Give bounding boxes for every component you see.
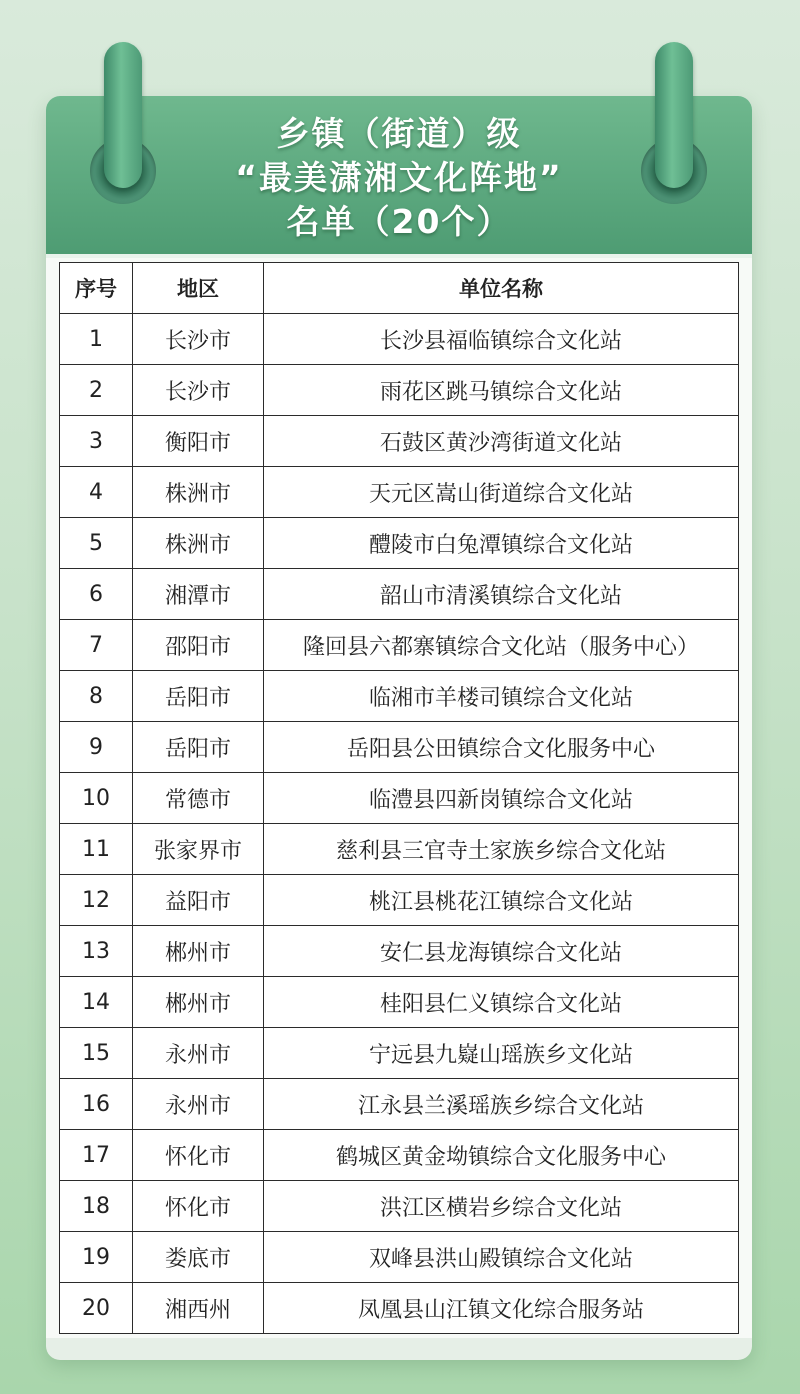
table-row: [60, 569, 739, 620]
cell-index: 7: [60, 620, 133, 671]
cell-unit-name: 安仁县龙海镇综合文化站: [264, 926, 739, 977]
cell-unit-name: 洪江区横岩乡综合文化站: [264, 1181, 739, 1232]
table-row: [60, 926, 739, 977]
table-row: [60, 314, 739, 365]
cell-unit-name: 宁远县九嶷山瑶族乡文化站: [264, 1028, 739, 1079]
cell-index: 11: [60, 824, 133, 875]
cell-index: 12: [60, 875, 133, 926]
cell-region: 怀化市: [133, 1181, 264, 1232]
cell-unit-name: 天元区嵩山街道综合文化站: [264, 467, 739, 518]
cell-region: 常德市: [133, 773, 264, 824]
table-row: [60, 365, 739, 416]
cell-unit-name: 隆回县六都寨镇综合文化站（服务中心）: [264, 620, 739, 671]
cell-index: 17: [60, 1130, 133, 1181]
cell-unit-name: 韶山市清溪镇综合文化站: [264, 569, 739, 620]
title-line-1: 乡镇（街道）级: [276, 114, 522, 153]
table-body: [60, 314, 739, 1334]
cell-index: 18: [60, 1181, 133, 1232]
cell-unit-name: 鹤城区黄金坳镇综合文化服务中心: [264, 1130, 739, 1181]
cell-unit-name: 双峰县洪山殿镇综合文化站: [264, 1232, 739, 1283]
table-row: [60, 467, 739, 518]
table-row: [60, 722, 739, 773]
cell-region: 长沙市: [133, 365, 264, 416]
cell-index: 2: [60, 365, 133, 416]
header-index: 序号: [60, 263, 133, 314]
table-row: [60, 1130, 739, 1181]
cell-region: 湘潭市: [133, 569, 264, 620]
cell-unit-name: 醴陵市白兔潭镇综合文化站: [264, 518, 739, 569]
table-row: [60, 620, 739, 671]
cell-region: 邵阳市: [133, 620, 264, 671]
title-line-2: “最美潇湘文化阵地”: [235, 158, 563, 197]
binder-ring-left-icon: [104, 42, 142, 188]
header-region: 地区: [133, 263, 264, 314]
table-row: [60, 518, 739, 569]
table-row: [60, 1283, 739, 1334]
cell-index: 19: [60, 1232, 133, 1283]
header-unit-name: 单位名称: [264, 263, 739, 314]
cell-region: 长沙市: [133, 314, 264, 365]
cell-unit-name: 桃江县桃花江镇综合文化站: [264, 875, 739, 926]
table-header-row: [60, 263, 739, 314]
cell-unit-name: 慈利县三官寺土家族乡综合文化站: [264, 824, 739, 875]
cell-region: 株洲市: [133, 467, 264, 518]
table-row: [60, 1028, 739, 1079]
cell-index: 3: [60, 416, 133, 467]
cell-unit-name: 雨花区跳马镇综合文化站: [264, 365, 739, 416]
card-bottom-edge: [46, 1338, 752, 1360]
cell-region: 郴州市: [133, 977, 264, 1028]
cell-index: 10: [60, 773, 133, 824]
cell-region: 岳阳市: [133, 671, 264, 722]
cell-unit-name: 江永县兰溪瑶族乡综合文化站: [264, 1079, 739, 1130]
table-row: [60, 1181, 739, 1232]
cell-index: 4: [60, 467, 133, 518]
cell-region: 湘西州: [133, 1283, 264, 1334]
cell-region: 岳阳市: [133, 722, 264, 773]
table-row: [60, 416, 739, 467]
cell-region: 益阳市: [133, 875, 264, 926]
cell-index: 1: [60, 314, 133, 365]
cell-region: 永州市: [133, 1028, 264, 1079]
cell-unit-name: 临澧县四新岗镇综合文化站: [264, 773, 739, 824]
binder-ring-right-icon: [655, 42, 693, 188]
cell-region: 永州市: [133, 1079, 264, 1130]
table-row: [60, 977, 739, 1028]
cell-unit-name: 岳阳县公田镇综合文化服务中心: [264, 722, 739, 773]
cell-index: 20: [60, 1283, 133, 1334]
cell-unit-name: 长沙县福临镇综合文化站: [264, 314, 739, 365]
table-row: [60, 824, 739, 875]
table-row: [60, 773, 739, 824]
cell-index: 15: [60, 1028, 133, 1079]
cell-index: 14: [60, 977, 133, 1028]
culture-site-table: [59, 262, 739, 1334]
cell-unit-name: 凤凰县山江镇文化综合服务站: [264, 1283, 739, 1334]
title-line-3: 名单（20个）: [286, 202, 512, 241]
cell-unit-name: 临湘市羊楼司镇综合文化站: [264, 671, 739, 722]
cell-region: 株洲市: [133, 518, 264, 569]
cell-region: 郴州市: [133, 926, 264, 977]
cell-region: 娄底市: [133, 1232, 264, 1283]
cell-index: 5: [60, 518, 133, 569]
cell-unit-name: 桂阳县仁义镇综合文化站: [264, 977, 739, 1028]
cell-region: 张家界市: [133, 824, 264, 875]
table-row: [60, 875, 739, 926]
cell-region: 怀化市: [133, 1130, 264, 1181]
cell-unit-name: 石鼓区黄沙湾街道文化站: [264, 416, 739, 467]
cell-region: 衡阳市: [133, 416, 264, 467]
cell-index: 6: [60, 569, 133, 620]
table-row: [60, 671, 739, 722]
table-row: [60, 1232, 739, 1283]
cell-index: 16: [60, 1079, 133, 1130]
cell-index: 9: [60, 722, 133, 773]
cell-index: 13: [60, 926, 133, 977]
cell-index: 8: [60, 671, 133, 722]
table-row: [60, 1079, 739, 1130]
